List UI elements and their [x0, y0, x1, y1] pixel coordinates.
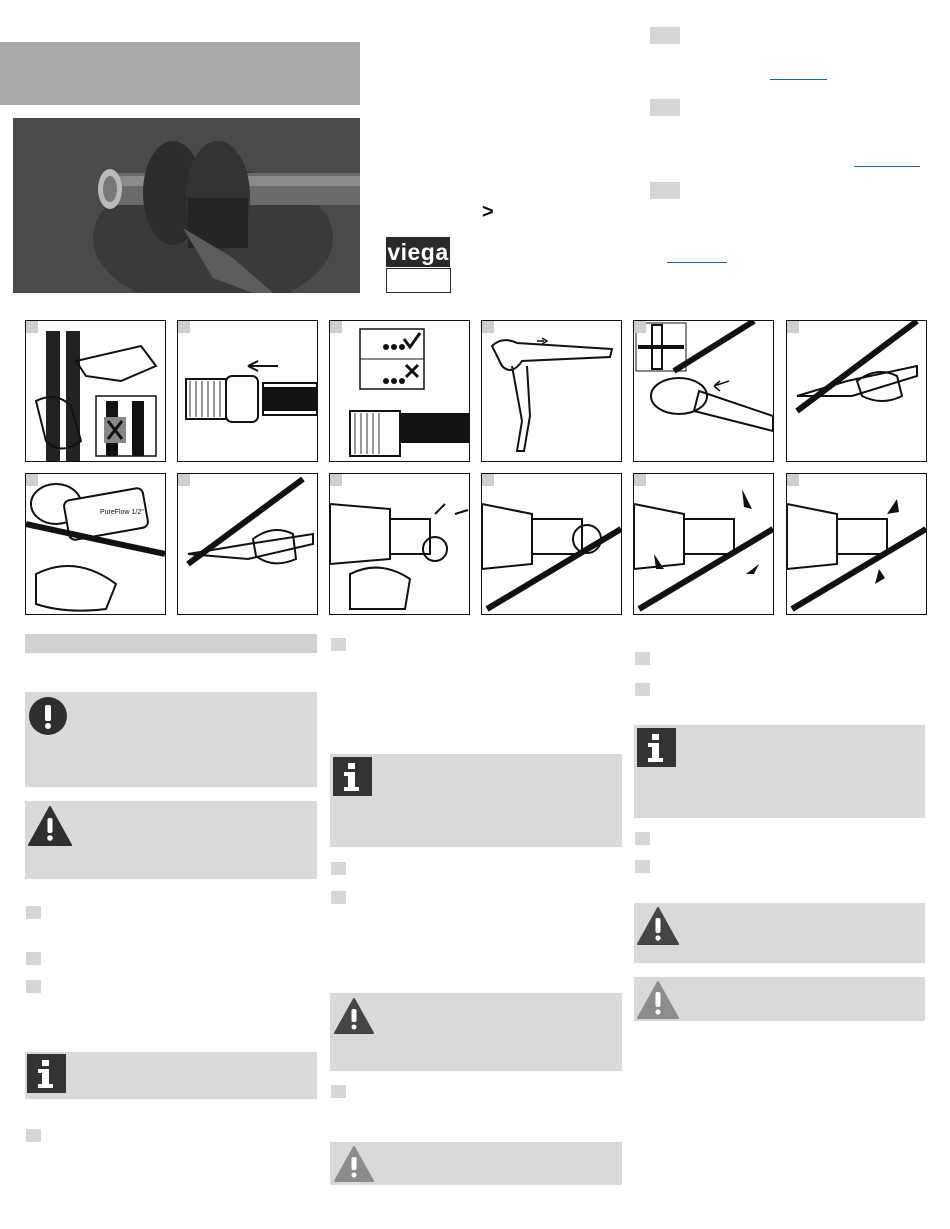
bullet-marker: [650, 182, 680, 199]
info-box: [330, 754, 622, 847]
warning-triangle-icon: [334, 997, 374, 1035]
bullet-marker: [635, 832, 650, 845]
header-title-band: [0, 42, 360, 105]
step-panel-3: [329, 320, 470, 462]
caution-triangle-icon: [334, 1145, 374, 1183]
bullet-marker: [331, 891, 346, 904]
step-number: [482, 474, 494, 486]
caution-triangle-icon: [637, 980, 679, 1020]
info-icon: [27, 1054, 66, 1093]
power-tool-release-illustration: [787, 474, 926, 614]
bullet-marker: [650, 27, 680, 44]
info-box: [25, 1052, 317, 1099]
warning-triangle-icon: [28, 805, 72, 847]
bullet-marker: [331, 862, 346, 875]
step-panel-12: [786, 473, 927, 615]
bullet-marker: [331, 1085, 346, 1098]
link-underline[interactable]: [770, 79, 827, 80]
power-tool-on-pipe-illustration: [482, 474, 621, 614]
step-panel-1: [25, 320, 166, 462]
step-panel-2: [177, 320, 318, 462]
gauge-size-text: PureFlow 1/2": [100, 509, 144, 516]
bullet-marker: [331, 638, 346, 651]
bullet-marker: [650, 99, 680, 116]
step-number: [787, 321, 799, 333]
bullet-marker: [635, 860, 650, 873]
press-tool-open-illustration: [482, 321, 621, 461]
step-panel-4: [481, 320, 622, 462]
info-icon: [637, 728, 676, 767]
fitting-check-illustration: [330, 321, 469, 461]
exclamation-circle-icon: [29, 697, 67, 735]
press-tool-closing-illustration: [787, 321, 926, 461]
step-number: [482, 321, 494, 333]
viega-logo: viega: [386, 237, 450, 267]
step-panel-6: [786, 320, 927, 462]
press-tool-jaws-illustration: [634, 321, 773, 461]
warning-box: [25, 801, 317, 879]
step-number: [26, 321, 38, 333]
notice-box: [25, 692, 317, 787]
step-panel-8: [177, 473, 318, 615]
info-box: [634, 725, 925, 818]
section-heading-bar: [25, 634, 317, 653]
step-number: [787, 474, 799, 486]
step-number: [330, 474, 342, 486]
gauge-check-illustration: [26, 474, 165, 614]
warning-box: [330, 993, 622, 1071]
step-number: [330, 321, 342, 333]
step-number: [178, 474, 190, 486]
press-tool-photo-art: [13, 118, 360, 293]
warning-triangle-icon: [637, 906, 679, 946]
step-panel-10: [481, 473, 622, 615]
step-number: [634, 321, 646, 333]
step-panel-5: [633, 320, 774, 462]
pressing-hand-tool-illustration: [178, 474, 317, 614]
next-arrow: >: [482, 201, 494, 223]
gauge-logo-text: viega: [74, 508, 103, 520]
link-underline[interactable]: [667, 262, 727, 263]
bullet-marker: [26, 980, 41, 993]
insert-fitting-illustration: [178, 321, 317, 461]
step-panel-7: [25, 473, 166, 615]
step-panel-11: [633, 473, 774, 615]
link-underline[interactable]: [854, 166, 920, 167]
warning-box: [634, 903, 925, 963]
power-tool-press-illustration: [634, 474, 773, 614]
bullet-marker: [635, 652, 650, 665]
bullet-marker: [26, 906, 41, 919]
step-number: [178, 321, 190, 333]
step-number: [634, 474, 646, 486]
press-tool-photo: [13, 118, 360, 293]
info-icon: [333, 757, 372, 796]
logo-empty-box: [386, 268, 451, 293]
bullet-marker: [26, 952, 41, 965]
step-number: [26, 474, 38, 486]
caution-box: [634, 977, 925, 1021]
caution-box: [330, 1142, 622, 1185]
step-panel-9: [329, 473, 470, 615]
bullet-marker: [26, 1129, 41, 1142]
power-tool-jaw-insert-illustration: [330, 474, 469, 614]
cut-pipe-illustration: [26, 321, 165, 461]
bullet-marker: [635, 683, 650, 696]
